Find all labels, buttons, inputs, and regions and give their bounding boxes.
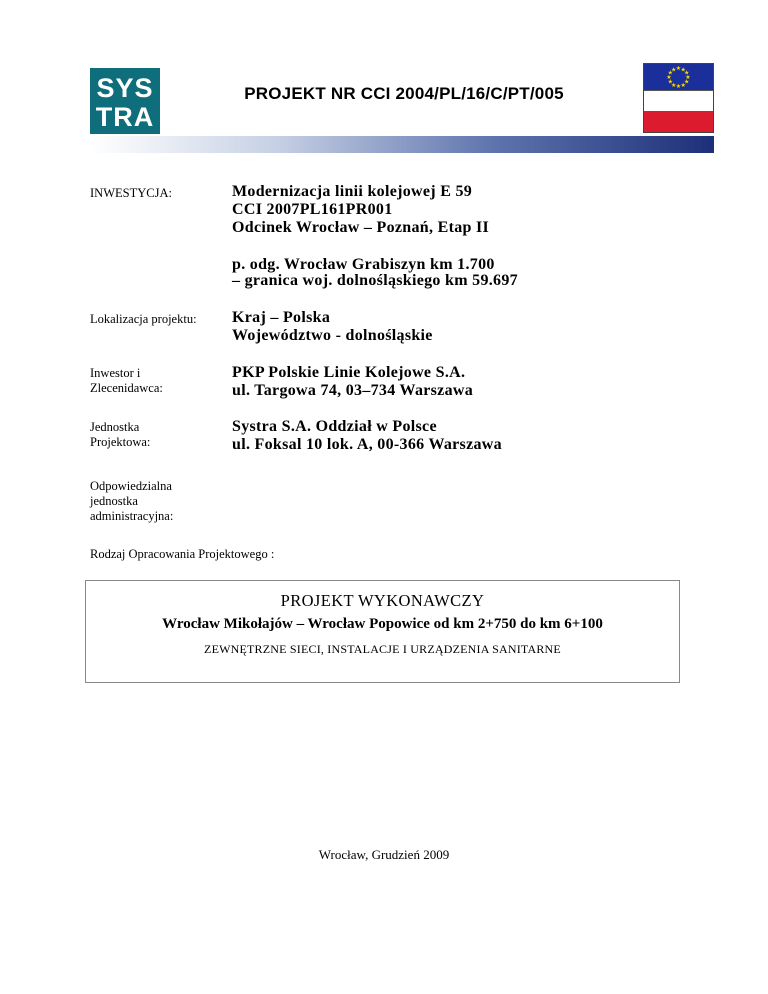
inwestor-line: ul. Targowa 74, 03–734 Warszawa <box>232 382 474 399</box>
section-value <box>232 257 518 289</box>
lokalizacja-line: Województwo - dolnośląskie <box>232 327 433 344</box>
jednostka-label-line: Projektowa: <box>90 435 151 449</box>
eu-star-icon: ★ <box>667 70 673 77</box>
project-number-title: PROJEKT NR CCI 2004/PL/16/C/PT/005 <box>244 84 564 103</box>
jednostka-label-line: Jednostka <box>90 420 140 434</box>
poland-flag-white <box>644 90 713 112</box>
lokalizacja-value <box>232 309 433 345</box>
header-gradient-bar <box>90 136 714 153</box>
jednostka-line: Systra S.A. Oddział w Polsce <box>232 418 437 435</box>
inwestycja-value <box>232 183 489 237</box>
eu-star-icon: ★ <box>666 75 672 82</box>
inwestycja-line: Odcinek Wrocław – Poznań, Etap II <box>232 219 490 236</box>
odpowiedzialna-label <box>90 479 173 524</box>
odpowiedzialna-label-line: administracyjna: <box>90 509 174 523</box>
inwestor-label-line: Zlecenidawca: <box>90 381 163 395</box>
eu-star-icon: ★ <box>675 84 682 90</box>
inwestycja-line: Modernizacja linii kolejowej E 59 <box>232 183 473 200</box>
jednostka-value <box>232 418 502 454</box>
section-line: p. odg. Wrocław Grabiszyn km 1.700 <box>232 256 495 273</box>
project-category: ZEWNĘTRZNE SIECI, INSTALACJE I URZĄDZENIA SANITARNE <box>204 642 561 656</box>
odpowiedzialna-label-line: jednostka <box>90 494 138 508</box>
eu-star-icon: ★ <box>684 70 690 77</box>
eu-star-icon: ★ <box>671 67 677 74</box>
inwestycja-line: CCI 2007PL161PR001 <box>232 201 393 218</box>
jednostka-line: ul. Foksal 10 lok. A, 00-366 Warszawa <box>232 436 502 453</box>
logo-text-bottom: TRA <box>95 102 155 132</box>
jednostka-label <box>90 420 150 450</box>
eu-star-icon: ★ <box>684 79 690 86</box>
eu-flag-icon <box>644 64 713 90</box>
eu-poland-flags <box>643 63 714 133</box>
rodzaj-opracowania-label: Rodzaj Opracowania Projektowego : <box>90 547 275 561</box>
lokalizacja-line: Kraj – Polska <box>232 309 331 326</box>
eu-star-icon: ★ <box>667 79 673 86</box>
inwestycja-label: INWESTYCJA: <box>90 186 172 200</box>
eu-star-icon: ★ <box>680 67 686 74</box>
eu-star-icon: ★ <box>685 75 691 82</box>
inwestor-label <box>90 366 163 396</box>
inwestor-label-line: Inwestor i <box>90 366 141 380</box>
section-line: – granica woj. dolnośląskiego km 59.697 <box>232 272 518 289</box>
inwestor-line: PKP Polskie Linie Kolejowe S.A. <box>232 364 466 381</box>
project-type-box <box>85 580 680 683</box>
poland-flag-red <box>644 111 713 132</box>
eu-star-icon: ★ <box>671 83 677 90</box>
odpowiedzialna-label-line: Odpowiedzialna <box>90 479 172 493</box>
eu-star-icon: ★ <box>675 66 682 73</box>
lokalizacja-label: Lokalizacja projektu: <box>90 312 197 326</box>
place-and-date: Wrocław, Grudzień 2009 <box>318 847 450 862</box>
project-section-subtitle: Wrocław Mikołajów – Wrocław Popowice od km 2+750 do km 6+100 <box>162 616 603 632</box>
systra-logo <box>90 68 160 134</box>
logo-text-top: SYS <box>96 73 154 103</box>
eu-star-icon: ★ <box>680 83 686 90</box>
inwestor-value <box>232 364 473 400</box>
project-type-title: PROJEKT WYKONAWCZY <box>280 591 485 610</box>
